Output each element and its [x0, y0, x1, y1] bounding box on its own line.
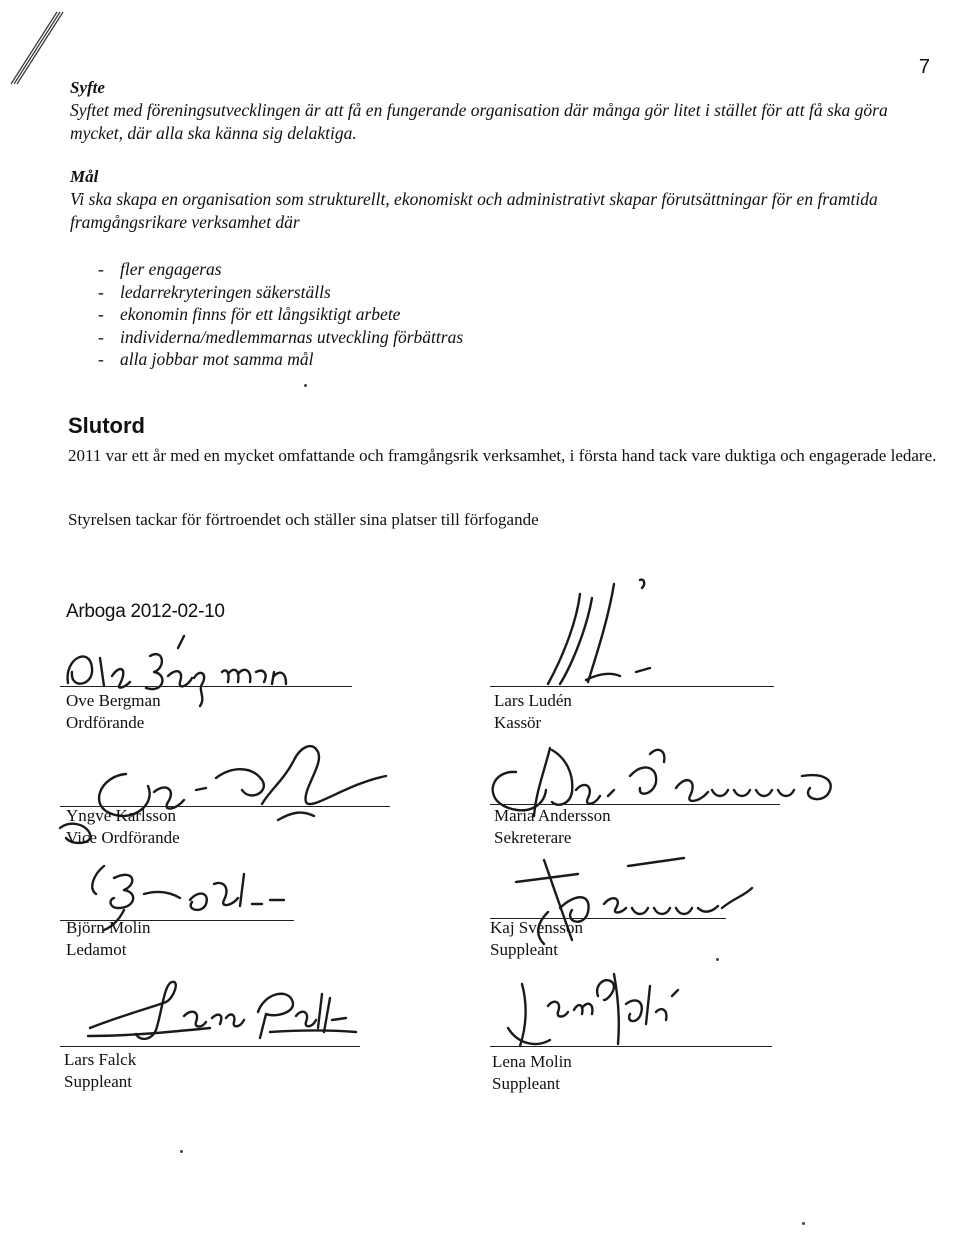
- signatory-role: Sekreterare: [494, 828, 572, 847]
- signatory-maria: [494, 805, 794, 849]
- corner-mark: [8, 8, 68, 88]
- signatory-role: Suppleant: [490, 940, 558, 959]
- list-item: - individerna/medlemmarnas utveckling förbättras: [98, 326, 463, 349]
- signature-line: [490, 1046, 772, 1047]
- thanks-text: Styrelsen tackar för förtroendet och ställer sina platser till förfogande: [68, 510, 539, 529]
- mal-section: [70, 165, 930, 234]
- signatory-name: Björn Molin: [66, 918, 151, 937]
- scan-speck: [180, 1150, 183, 1153]
- slutord-heading: Slutord: [68, 413, 145, 438]
- signatory-role: Vice Ordförande: [66, 828, 180, 847]
- list-item: - ekonomin finns för ett långsiktigt arbete: [98, 303, 463, 326]
- page-number: 7: [918, 56, 930, 78]
- signatory-kaj: [490, 917, 790, 961]
- signature-lars-falck: [70, 972, 360, 1052]
- signatory-name: Ove Bergman: [66, 691, 161, 710]
- signature-lars-luden: [540, 576, 680, 688]
- signatory-name: Lena Molin: [492, 1052, 572, 1071]
- scan-speck: [304, 384, 307, 387]
- signatory-role: Suppleant: [64, 1072, 132, 1091]
- signature-line: [60, 1046, 360, 1047]
- syfte-section: [70, 76, 930, 145]
- signature-line: [60, 686, 352, 687]
- signatory-name: Lars Ludén: [494, 691, 572, 710]
- slutord-text: 2011 var ett år med en mycket omfattande och framgångsrik verksamhet, i första hand tack vare duktiga och engagerade ledare.: [68, 446, 937, 465]
- list-item: - alla jobbar mot samma mål: [98, 348, 463, 371]
- list-item: - fler engageras: [98, 258, 463, 281]
- signatory-role: Kassör: [494, 713, 542, 732]
- signatory-name: Lars Falck: [64, 1050, 137, 1069]
- signatory-lars-falck: [64, 1049, 364, 1093]
- scan-speck: [716, 958, 719, 961]
- signatory-bjorn: [66, 917, 366, 961]
- scan-speck: [802, 1222, 805, 1225]
- mal-list: [98, 258, 463, 371]
- signatory-yngve: [66, 805, 366, 849]
- mal-heading: Mål: [70, 167, 99, 186]
- signatory-name: Maria Andersson: [494, 806, 611, 825]
- signatory-role: Ordförande: [66, 713, 145, 732]
- signature-lena: [500, 966, 690, 1056]
- signatory-ove: [66, 690, 366, 734]
- list-item: - ledarrekryteringen säkerställs: [98, 281, 463, 304]
- signatory-name: Kaj Svensson: [490, 918, 584, 937]
- mal-text: Vi ska skapa en organisation som strukturellt, ekonomiskt och administrativt skapar förutsättningar för en framtida framgångsrikare verksamhet där: [70, 189, 878, 232]
- signatory-name: Yngve Karlsson: [66, 806, 177, 825]
- place-date: Arboga 2012-02-10: [66, 601, 225, 622]
- signatory-lena: [492, 1051, 792, 1095]
- signatory-role: Suppleant: [492, 1074, 560, 1093]
- signature-line: [490, 686, 774, 687]
- syfte-heading: Syfte: [70, 78, 105, 97]
- signatory-role: Ledamot: [66, 940, 127, 959]
- syfte-text: Syftet med föreningsutvecklingen är att få en fungerande organisation där många gör litet i stället för att få ska göra mycket, där alla ska känna sig delaktiga.: [70, 100, 888, 143]
- signatory-lars-luden: [494, 690, 794, 734]
